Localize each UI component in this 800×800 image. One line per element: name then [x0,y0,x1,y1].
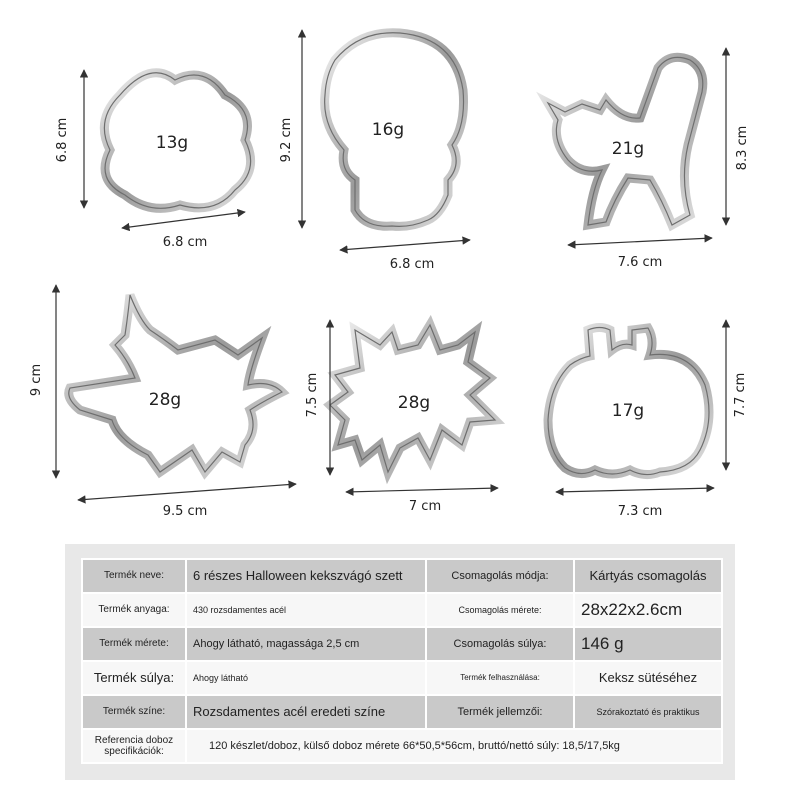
material-label: Termék anyaga: [82,593,186,627]
height-label: 7.7 cm [733,372,748,418]
use-label: Termék felhasználása: [426,661,574,695]
height-label: 7.5 cm [305,372,320,418]
cutter-weight: 13g [155,133,189,153]
height-label: 9.2 cm [279,117,294,163]
pack-method-value: Kártyás csomagolás [574,559,722,593]
width-arrow [556,488,714,492]
material-value: 430 rozsdamentes acél [186,593,426,627]
table-row [82,695,722,729]
name-label: Termék neve: [82,559,186,593]
pack-weight-value: 146 g [574,627,722,661]
weight-value: Ahogy látható [186,661,426,695]
cutter-octagon [55,70,251,250]
width-arrow [346,488,498,492]
name-value: 6 részes Halloween kekszvágó szett [186,559,426,593]
height-label: 6.8 cm [55,117,70,163]
cutter-splat [305,320,498,514]
box-label: Referencia doboz specifikációk: [82,729,186,763]
width-label: 7 cm [408,499,442,514]
features-value: Szórakoztató és praktikus [574,695,722,729]
weight-label: Termék súlya: [82,661,186,695]
table-row [82,559,722,593]
spec-table [81,558,723,764]
size-value: Ahogy látható, magassága 2,5 cm [186,627,426,661]
width-label: 9.5 cm [162,504,208,519]
cutter-weight: 28g [397,393,431,413]
width-label: 6.8 cm [389,257,435,272]
color-label: Termék színe: [82,695,186,729]
box-value: 120 készlet/doboz, külső doboz mérete 66*50,5*56cm, bruttó/nettó súly: 18,5/17,5kg [186,729,722,763]
features-label: Termék jellemzői: [426,695,574,729]
cutter-witch [29,285,296,519]
size-label: Termék mérete: [82,627,186,661]
use-value: Keksz sütéséhez [574,661,722,695]
height-label: 9 cm [29,363,44,397]
table-row [82,729,722,763]
pack-weight-label: Csomagolás súlya: [426,627,574,661]
cutter-pumpkin [548,320,748,519]
cutter-cat [548,48,750,270]
cutter-skull [279,30,470,272]
cutter-weight: 16g [371,120,405,140]
pack-method-label: Csomagolás módja: [426,559,574,593]
width-label: 7.6 cm [617,255,663,270]
product-spec-panel [65,544,735,780]
color-value: Rozsdamentes acél eredeti színe [186,695,426,729]
cutter-weight: 21g [611,139,645,159]
width-arrow [568,238,712,245]
pack-size-value: 28x22x2.6cm [574,593,722,627]
cutter-weight: 28g [148,390,182,410]
width-arrow [78,484,296,500]
height-label: 8.3 cm [735,125,750,171]
table-row [82,661,722,695]
cutter-weight: 17g [611,401,645,421]
width-arrow [340,240,470,250]
width-label: 7.3 cm [617,504,663,519]
width-arrow [122,212,245,228]
table-row [82,593,722,627]
table-row [82,627,722,661]
width-label: 6.8 cm [162,235,208,250]
pack-size-label: Csomagolás mérete: [426,593,574,627]
